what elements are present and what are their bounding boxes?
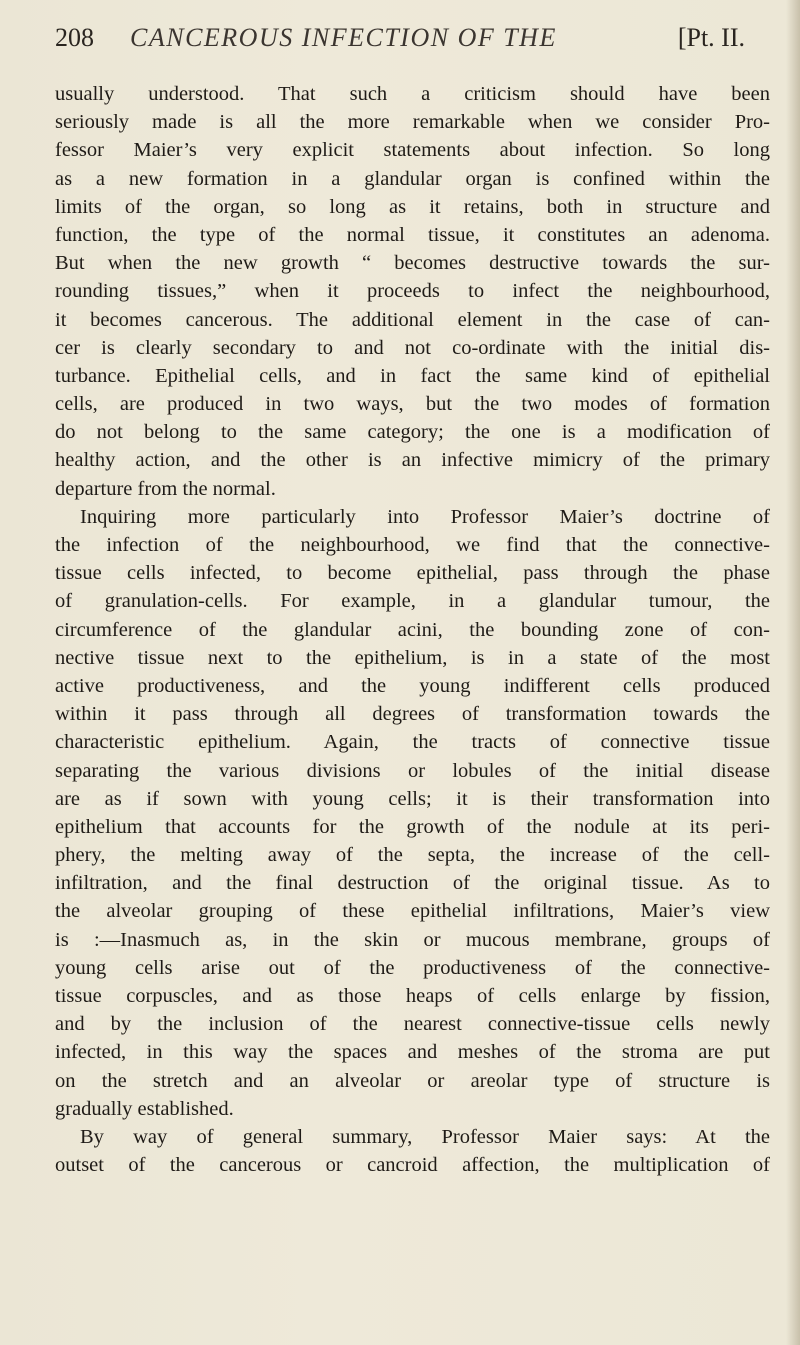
text-line: as a new formation in a glandular organ is confined within the [55, 167, 770, 190]
text-line: departure from the normal. [55, 477, 276, 500]
text-line: is :—Inasmuch as, in the skin or mucous membrane, groups of [55, 928, 770, 951]
text-line: usually understood. That such a criticism should have been [55, 83, 770, 105]
text-line: infiltration, and the final destruction of the original tissue. As to [55, 872, 770, 895]
text-line: characteristic epithelium. Again, the tracts of connective tissue [55, 731, 770, 754]
text-line: of granulation-cells. For example, in a glandular tumour, the [55, 590, 770, 613]
text-line: turbance. Epithelial cells, and in fact the same kind of epithelial [55, 364, 770, 387]
text-line: By way of general summary, Professor Maier says: At the [80, 1125, 770, 1148]
part-label: [Pt. II. [677, 23, 745, 52]
text-line: are as if sown with young cells; it is their transformation into [55, 787, 770, 810]
text-line: Inquiring more particularly into Professor Maier’s doctrine of [80, 505, 770, 528]
text-line: function, the type of the normal tissue, it constitutes an adenoma. [55, 223, 770, 246]
page-header [55, 18, 745, 58]
text-line: young cells arise out of the productiveness of the connective- [55, 956, 770, 979]
text-line: fessor Maier’s very explicit statements about infection. So long [55, 139, 770, 162]
text-line: cells, are produced in two ways, but the two modes of formation [55, 393, 770, 416]
text-line: within it pass through all degrees of transformation towards the [55, 703, 770, 726]
text-line: gradually established. [55, 1097, 234, 1120]
text-line: circumference of the glandular acini, the bounding zone of con- [55, 618, 770, 641]
text-line: on the stretch and an alveolar or areolar type of structure is [55, 1069, 770, 1092]
text-line: healthy action, and the other is an infective mimicry of the primary [55, 449, 770, 472]
page-number: 208 [55, 23, 94, 52]
text-line: phery, the melting away of the septa, the increase of the cell- [55, 844, 770, 867]
running-title: CANCEROUS INFECTION OF THE [130, 23, 557, 52]
text-line: But when the new growth “ becomes destructive towards the sur- [55, 252, 770, 275]
text-line: tissue corpuscles, and as those heaps of cells enlarge by fission, [55, 985, 770, 1007]
text-line: infected, in this way the spaces and meshes of the stroma are put [55, 1041, 770, 1064]
text-line: epithelium that accounts for the growth of the nodule at its peri- [55, 815, 770, 838]
text-line: limits of the organ, so long as it retains, both in structure and [55, 195, 770, 218]
body-text [55, 80, 770, 1179]
text-line: nective tissue next to the epithelium, is in a state of the most [55, 646, 770, 669]
text-line: and by the inclusion of the nearest connective-tissue cells newly [55, 1013, 770, 1036]
text-line: active productiveness, and the young indifferent cells produced [55, 674, 770, 697]
text-line: do not belong to the same category; the one is a modification of [55, 421, 770, 444]
text-line: outset of the cancerous or cancroid affection, the multiplication of [55, 1154, 770, 1177]
text-line: the alveolar grouping of these epithelial infiltrations, Maier’s view [55, 900, 770, 923]
text-line: cer is clearly secondary to and not co-ordinate with the initial dis- [55, 336, 770, 359]
text-line: tissue cells infected, to become epithelial, pass through the phase [55, 562, 770, 585]
text-line: it becomes cancerous. The additional element in the case of can- [55, 308, 770, 331]
text-line: separating the various divisions or lobules of the initial disease [55, 759, 770, 782]
text-line: rounding tissues,” when it proceeds to infect the neighbourhood, [55, 280, 770, 303]
text-line: the infection of the neighbourhood, we find that the connective- [55, 534, 770, 556]
text-line: seriously made is all the more remarkable when we consider Pro- [55, 111, 770, 134]
page-edge-shadow [786, 0, 800, 1345]
